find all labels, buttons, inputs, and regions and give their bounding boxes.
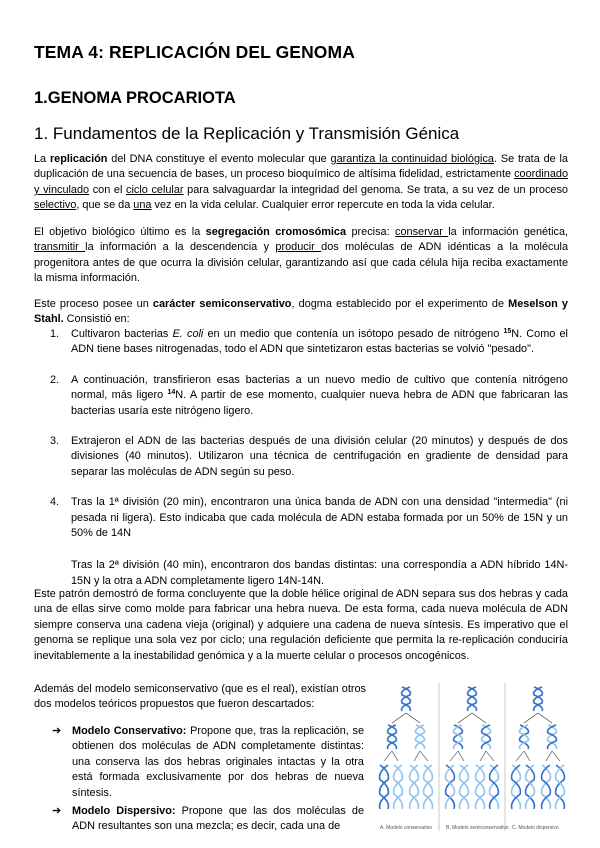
list-item: 4. Tras la 1ª división (20 min), encontraron una única banda de ADN con una densidad "intermedia" (ni pesada ni ligera). Esto indicaba que cada molécula de ADN estaba formada por un 50% de 15N y un 50% de 14N Tras la 2ª división (40 min), encontraron dos bandas distintas: una correspondía a ADN híbrido 14N-15N y la otra a ADN completamente ligero 14N-14N.	[34, 495, 568, 589]
figure-caption-c: C. Modelo dispersivo	[512, 825, 559, 831]
figure-caption-a: A. Modelo conservativo	[380, 825, 432, 831]
conservative-model-diagram	[380, 687, 433, 809]
arrow-icon: ➔	[52, 725, 62, 737]
arrow-icon: ➔	[52, 805, 62, 818]
replication-arrow	[458, 713, 472, 723]
list-item: ➔ Modelo Dispersivo: Propone que las dos moléculas de ADN resultantes son una mezcla; es decir, cada una de	[52, 805, 365, 833]
list-item: 1. Cultivaron bacterias E. coli en un medio que contenía un isótopo pesado de nitrógeno $^{15}$N. Como el ADN tiene bases nitrogenadas, todo el ADN que sintetizaron estas bacterias se volvió "pesado".	[50, 328, 568, 356]
models-list	[52, 724, 364, 838]
paragraph-replication-definition: La replicación del DNA constituye el evento molecular que garantiza la continuidad biológica. Se trata de la duplicación de una secuencia de bases, un proceso bioquímico de altísima fidelidad, estrictamente coordinado y vinculado con el ciclo celular para salvaguardar la integridad del genoma. Se trata, a su vez de un proceso selectivo, que se da una vez en la vida celular. Cualquier error repercute en toda la vida celular.	[34, 153, 568, 212]
replication-arrow	[458, 751, 464, 761]
replication-arrow	[392, 713, 406, 723]
semiconservative-model-diagram	[446, 687, 499, 809]
replication-arrow	[384, 751, 392, 761]
step-4-second-division: Tras la 2ª división (40 min), encontraron dos bandas distintas: una correspondía a ADN híbrido 14N-15N y la otra a ADN completamente ligero 14N-14N.	[71, 559, 568, 587]
replication-arrow	[546, 751, 552, 761]
replication-arrow	[552, 751, 560, 761]
list-item: 3. Extrajeron el ADN de las bacterias después de una división celular (20 minutos) y después de dos divisiones (40 minutos). Utilizaron una técnica de centrifugación en gradiente de densidad para separar las moléculas de ADN según su peso.	[50, 435, 568, 478]
list-item: ➔ Modelo Conservativo: Propone que, tras la replicación, se obtienen dos moléculas de ADN completamente distintas: una conserva las dos hebras originales intactas y la otra está formada exclusivamente por dos hebras de nueva síntesis.	[52, 725, 364, 799]
replication-arrow	[450, 751, 458, 761]
replication-arrow	[406, 713, 420, 723]
experiment-steps-list	[34, 327, 568, 589]
document-title: TEMA 4: REPLICACIÓN DEL GENOMA	[34, 42, 355, 62]
paragraph-biological-objective: El objetivo biológico último es la segregación cromosómica precisa: conservar la información genética, transmitir la información a la descendencia y producir dos moléculas de ADN idénticas a la molécula progenitora antes de que ocurra la división celular, garantizando así que cada célula hija reciba exactamente la misma información.	[34, 226, 569, 285]
dispersive-model-diagram	[512, 687, 565, 809]
replication-arrow	[538, 713, 552, 723]
figure-caption-b: B. Modelo semiconservativo	[446, 825, 509, 831]
paragraph-semiconservative: Este proceso posee un carácter semiconservativo, dogma establecido por el experimento de Meselson y Stahl. Consistió en:	[34, 298, 568, 326]
replication-arrow	[472, 713, 486, 723]
replication-arrow	[480, 751, 486, 761]
subsection-heading: 1. Fundamentos de la Replicación y Transmisión Génica	[34, 124, 460, 143]
replication-arrow	[420, 751, 428, 761]
replication-arrow	[524, 751, 530, 761]
replication-arrow	[524, 713, 538, 723]
replication-arrow	[414, 751, 420, 761]
paragraph-conclusion: Este patrón demostró de forma concluyente que la doble hélice original de ADN separa sus dos hebras y cada una de ellas sirve como molde para fabricar una hebra nueva. De esta forma, cada nueva molécula de ADN siempre conserva una cadena vieja (original) y adquiere una cadena de nueva síntesis. Es imperativo que el genoma se replique una sola vez por ciclo; una regulación deficiente que permita la re-replicación conduciría inevitablemente a la inestabilidad genómica y a la muerte celular o procesos oncogénicos.	[34, 588, 568, 662]
replication-models-figure	[374, 683, 570, 833]
replication-arrow	[516, 751, 524, 761]
list-item: 2. A continuación, transfirieron esas bacterias a un nuevo medio de cultivo que contenía nitrógeno normal, más ligero $^{14}$N. A partir de ese momento, cualquier nueva hebra de ADN que fabricaran las bacterias usaría este nitrógeno ligero.	[50, 373, 568, 417]
paragraph-other-models: Además del modelo semiconservativo (que es el real), existían otros dos modelos teóricos propuestos que fueron descartados:	[34, 683, 366, 711]
replication-arrow	[392, 751, 398, 761]
replication-arrow	[486, 751, 494, 761]
section-heading: 1.GENOMA PROCARIOTA	[34, 89, 236, 107]
